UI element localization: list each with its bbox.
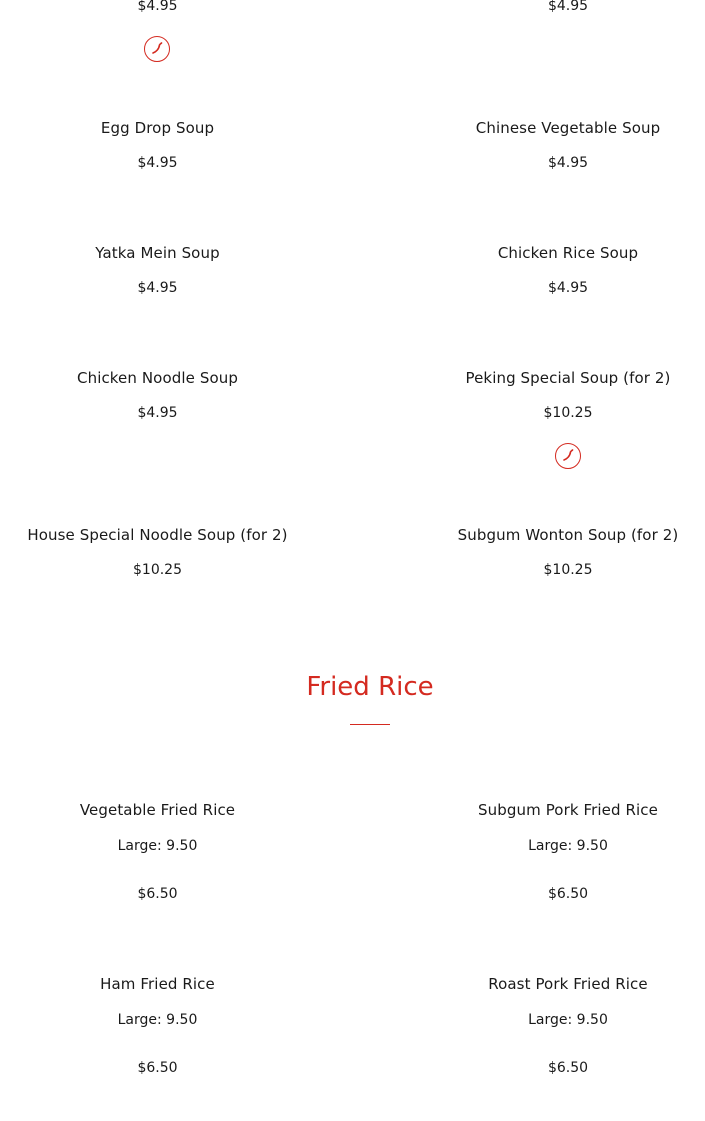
item-price: $4.95 — [137, 280, 178, 296]
item-name: Chicken Noodle Soup — [77, 369, 238, 387]
section-divider — [350, 724, 390, 725]
item-price: $4.95 — [547, 0, 589, 14]
menu-item — [410, 243, 705, 296]
menu-item — [0, 368, 315, 421]
menu-item — [0, 800, 315, 902]
item-large-price: Large: 9.50 — [117, 1012, 198, 1028]
item-name: Yatka Mein Soup — [95, 244, 220, 262]
item-name: Ham Fried Rice — [100, 975, 215, 993]
menu-item — [0, 974, 315, 1076]
item-price: $10.25 — [543, 562, 593, 578]
item-price: $4.95 — [137, 0, 178, 14]
item-name: Chinese Vegetable Soup — [475, 119, 661, 137]
menu-item — [0, 118, 315, 171]
chili-pepper-icon — [144, 36, 170, 62]
item-large-price: Large: 9.50 — [528, 1012, 608, 1028]
item-name: Chicken Rice Soup — [497, 244, 639, 262]
menu-item — [0, 525, 315, 578]
menu-item — [410, 525, 705, 578]
item-name: House Special Noodle Soup (for 2) — [27, 526, 288, 544]
item-large-price: Large: 9.50 — [117, 838, 198, 854]
item-price: $10.25 — [133, 562, 182, 578]
item-name: Vegetable Fried Rice — [79, 801, 236, 819]
item-price: $6.50 — [137, 886, 178, 902]
item-price: $6.50 — [547, 886, 589, 902]
item-large-price: Large: 9.50 — [528, 838, 608, 854]
chili-pepper-icon — [555, 443, 581, 469]
item-price: $4.95 — [547, 155, 589, 171]
item-price: $10.25 — [543, 405, 593, 421]
item-price: $4.95 — [137, 155, 178, 171]
item-name: Peking Special Soup (for 2) — [465, 369, 671, 387]
item-price: $6.50 — [137, 1060, 178, 1076]
item-name: Subgum Wonton Soup (for 2) — [457, 526, 679, 544]
section-title: Fried Rice — [306, 672, 434, 702]
item-name: Roast Pork Fried Rice — [488, 975, 648, 993]
item-price: $4.95 — [137, 405, 178, 421]
item-price: $6.50 — [547, 1060, 589, 1076]
menu-item — [410, 974, 705, 1076]
menu-item — [410, 368, 705, 421]
item-name: Subgum Pork Fried Rice — [478, 801, 658, 819]
item-price: $4.95 — [547, 280, 589, 296]
menu-item — [0, 243, 315, 296]
item-name: Egg Drop Soup — [100, 119, 215, 137]
menu-item — [410, 800, 705, 902]
menu-item — [410, 118, 705, 171]
